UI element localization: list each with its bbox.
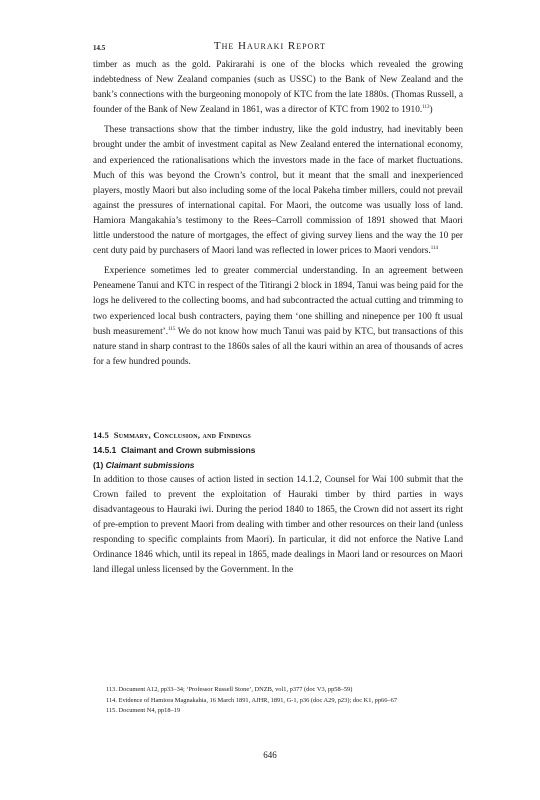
paragraph-3 [93, 264, 463, 370]
sub-subsection-heading-title: Claimant submissions [105, 459, 195, 470]
footnote-ref-114: 114 [430, 246, 439, 252]
body-text [93, 58, 463, 579]
paragraph-1-end: ) [429, 105, 433, 116]
paragraph-3-end: We do not know how much Tanui was paid by KTC, but transactions of this nature stand in sharp contrast to the 1860s sales of all the kauri within an area of thousands of acres for a few hundred pounds. [93, 326, 463, 367]
footnote-113: 113. Document A12, pp33–34; ‘Professor Russell Stone’, DNZB, vol1, p377 (doc V3, pp58–59) [106, 686, 353, 693]
page-number: 646 [263, 750, 277, 760]
footnote-115: 115. Document N4, pp18–19 [106, 707, 181, 715]
footnote-ref-115: 115 [168, 326, 176, 332]
sub-subsection-heading-number: (1) [93, 459, 104, 470]
paragraph-2-text: These transactions show that the timber industry, like the gold industry, had inevitably been brought under the ambit of investment capital as New Zealand entered the international economy, and experienced the rationalisations which the investors made in the face of market fluctuations. Much of this was beyond the Crown’s control, but it meant that the small and inexperienced players, mostly Maori but also including some of the local Pakeha timber millers, could not prevail against the pressures of international capital. For Maori, the outcome was usually loss of land. Hamiora Mangakahia’s testimony to the Rees–Carroll commission of 1891 showed that Maori little understood the nature of mortgages, the effect of giving survey liens and the way the 10 per cent duty paid by purchasers of Maori land was reflected in lower prices to Maori vendors. [93, 125, 463, 257]
footnotes [106, 685, 466, 717]
paragraph-3-text: Experience sometimes led to greater commercial understanding. In an agreement between Peneamene Tanui and KTC in respect of the Titirangi 2 block in 1894, Tanui was being paid for the logs he delivered to the collecting booms, and had subcontracted the actual cutting and trimming to two experienced local bush contracters, paying them ‘one shilling and ninepence per 100 ft usual bush measurement’. [93, 266, 463, 337]
subsection-heading [93, 443, 463, 458]
paragraph-4: In addition to those causes of action listed in section 14.1.2, Counsel for Wai 100 submit that the Crown failed to prevent the exploitation of Hauraki timber by third parties in ways disadvantageous to Hauraki iwi. During the period 1840 to 1865, the Crown did not assert its right of pre-emption to prevent Maori from dealing with timber and other resources on their land (unless responding to specific complaints from Maori). In particular, it did not enforce the Native Land Ordinance 1846 which, until its repeal in 1865, made dealings in Maori land or resources on Maori land illegal unless licensed by the Government. In the [93, 474, 463, 576]
section-heading [93, 428, 463, 443]
subsection-heading-number: 14.5.1 [93, 444, 117, 455]
paragraph-2 [93, 123, 463, 259]
subsection-heading-title: Claimant and Crown submissions [120, 444, 256, 455]
section-heading-title: Summary, Conclusion, and Findings [113, 429, 252, 440]
running-head: The Hauraki Report [213, 40, 327, 52]
section-tag: 14.5 [93, 44, 106, 52]
footnote-114: 114. Evidence of Hamiora Magnakahia, 16 March 1891, AJHR, 1891, G-1, p36 (doc A29, p23); doc K1, pp66–67 [106, 696, 398, 704]
section-heading-number: 14.5 [93, 429, 110, 440]
sub-subsection-heading [93, 458, 463, 473]
paragraph-1 [93, 58, 463, 118]
paragraph-1-text: timber as much as the gold. Pakirarahi is one of the blocks which revealed the growing indebtedness of New Zealand companies (such as USSC) to the Bank of New Zealand and the bank’s connections with the burgeoning monopoly of KTC from the late 1880s. (Thomas Russell, a founder of the Bank of New Zealand in 1861, was a director of KTC from 1902 to 1910. [93, 60, 463, 116]
footnote-ref-113: 113 [422, 105, 430, 111]
